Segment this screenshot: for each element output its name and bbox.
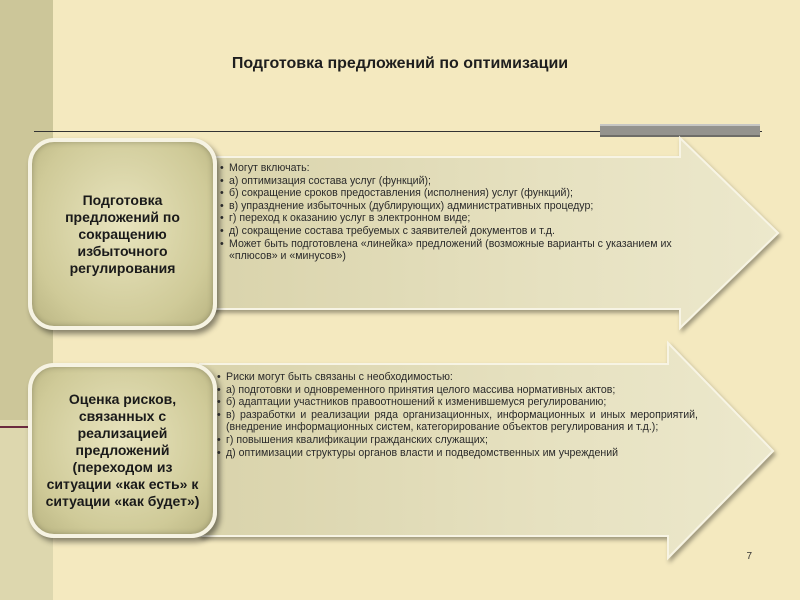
slide-title: Подготовка предложений по оптимизации [231,55,569,72]
block1-bullet: • б) сокращение сроков предоставления (исполнения) услуг (функций); [219,187,687,200]
block1-bullet: • г) переход к оказанию услуг в электронном виде; [219,212,687,225]
block1-heading-box [28,138,217,330]
block2-bullet: • в) разработки и реализации ряда организационных, информационных и иных мероприятий, (внедрение информационных систем, категорирование объектов регулирования и т.д.); [216,409,698,434]
block2-bullet: • Риски могут быть связаны с необходимостью: [216,371,698,384]
page-number: 7 [746,551,752,562]
block2-bullet: • г) повышения квалификации гражданских служащих; [216,434,698,447]
block2-bullet: • а) подготовки и одновременного принятия целого массива нормативных актов; [216,384,698,397]
block1-bullet-list [219,162,687,263]
block2-heading: Оценка рисков, связанных с реализацией предложений (переходом из ситуации «как есть» к ситуации «как будет») [45,391,200,509]
block1-bullet: • в) упразднение избыточных (дублирующих) административных процедур; [219,200,687,213]
block2-bullet: • б) адаптации участников правоотношений к изменившемуся регулированию; [216,396,698,409]
block1-heading: Подготовка предложений по сокращению избыточного регулирования [65,191,180,276]
block2-bullet: • д) оптимизации структуры органов власти и подведомственных им учреждений [216,447,698,460]
block1-bullet: • Может быть подготовлена «линейка» предложений (возможные варианты с указанием их «плюсов» и «минусов») [219,238,687,263]
block1-bullet: • Могут включать: [219,162,687,175]
block2-heading-box [28,363,217,538]
block1-bullet: • а) оптимизация состава услуг (функций); [219,175,687,188]
block2-bullet-list [216,371,698,459]
block1-bullet: • д) сокращение состава требуемых с заявителей документов и т.д. [219,225,687,238]
